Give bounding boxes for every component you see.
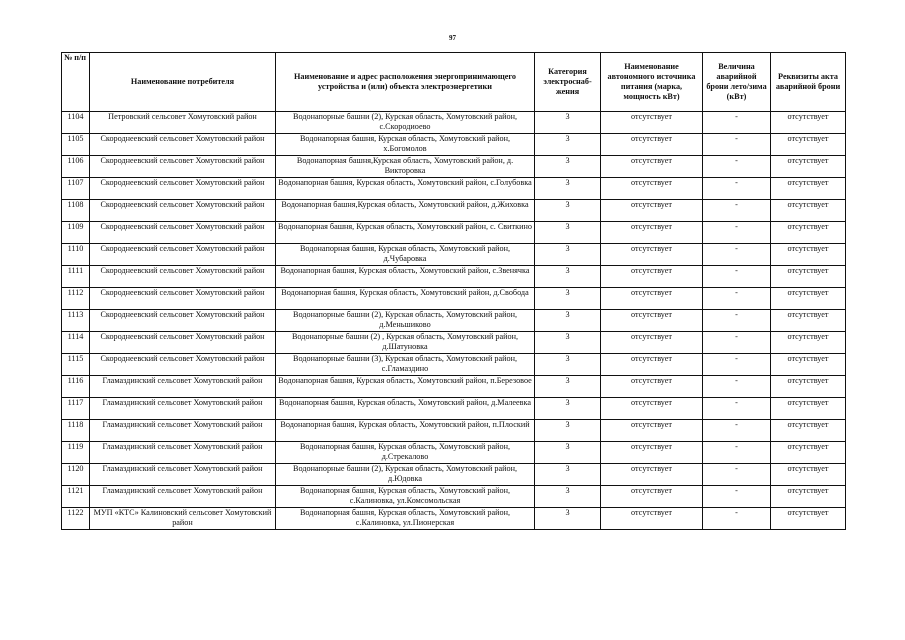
emergency-reserve: - xyxy=(703,244,771,266)
emergency-reserve: - xyxy=(703,398,771,420)
autonomous-source: отсутствует xyxy=(601,178,703,200)
autonomous-source: отсутствует xyxy=(601,134,703,156)
energy-consumers-table xyxy=(61,52,846,530)
reserve-act: отсутствует xyxy=(771,156,846,178)
autonomous-source: отсутствует xyxy=(601,442,703,464)
header-num: № п/п xyxy=(62,53,90,112)
row-number: 1113 xyxy=(62,310,90,332)
supply-category: 3 xyxy=(535,376,601,398)
row-number: 1106 xyxy=(62,156,90,178)
row-number: 1117 xyxy=(62,398,90,420)
consumer-name: Скороднеевский сельсовет Хомутовский район xyxy=(90,134,276,156)
table-row xyxy=(62,178,846,200)
header-consumer: Наименование потребителя xyxy=(90,53,276,112)
object-address: Водонапорная башня, Курская область, Хомутовский район, с.Калиновка, ул.Пионерская xyxy=(276,508,535,530)
table-body xyxy=(62,112,846,530)
object-address: Водонапорные башни (2) , Курская область, Хомутовский район, д.Шатуновка xyxy=(276,332,535,354)
row-number: 1104 xyxy=(62,112,90,134)
reserve-act: отсутствует xyxy=(771,464,846,486)
consumer-name: Скороднеевский сельсовет Хомутовский район xyxy=(90,354,276,376)
emergency-reserve: - xyxy=(703,420,771,442)
emergency-reserve: - xyxy=(703,178,771,200)
reserve-act: отсутствует xyxy=(771,266,846,288)
row-number: 1119 xyxy=(62,442,90,464)
autonomous-source: отсутствует xyxy=(601,508,703,530)
row-number: 1118 xyxy=(62,420,90,442)
reserve-act: отсутствует xyxy=(771,112,846,134)
table-row xyxy=(62,464,846,486)
row-number: 1111 xyxy=(62,266,90,288)
consumer-name: Скороднеевский сельсовет Хомутовский район xyxy=(90,332,276,354)
emergency-reserve: - xyxy=(703,112,771,134)
reserve-act: отсутствует xyxy=(771,244,846,266)
reserve-act: отсутствует xyxy=(771,178,846,200)
emergency-reserve: - xyxy=(703,266,771,288)
table-row xyxy=(62,222,846,244)
autonomous-source: отсутствует xyxy=(601,222,703,244)
object-address: Водонапорная башня, Курская область, Хомутовский район, п.Березовое xyxy=(276,376,535,398)
consumer-name: Скороднеевский сельсовет Хомутовский район xyxy=(90,222,276,244)
consumer-name: Скороднеевский сельсовет Хомутовский район xyxy=(90,310,276,332)
row-number: 1109 xyxy=(62,222,90,244)
reserve-act: отсутствует xyxy=(771,288,846,310)
row-number: 1122 xyxy=(62,508,90,530)
object-address: Водонапорная башня, Курская область, Хомутовский район, д.Малеевка xyxy=(276,398,535,420)
emergency-reserve: - xyxy=(703,508,771,530)
row-number: 1107 xyxy=(62,178,90,200)
supply-category: 3 xyxy=(535,508,601,530)
object-address: Водонапорная башня, Курская область, Хомутовский район, с. Свиткино xyxy=(276,222,535,244)
autonomous-source: отсутствует xyxy=(601,486,703,508)
table-row xyxy=(62,376,846,398)
supply-category: 3 xyxy=(535,112,601,134)
table-row xyxy=(62,508,846,530)
emergency-reserve: - xyxy=(703,332,771,354)
table-row xyxy=(62,244,846,266)
supply-category: 3 xyxy=(535,398,601,420)
object-address: Водонапорные башни (2), Курская область, Хомутовский район, д.Меньшиково xyxy=(276,310,535,332)
supply-category: 3 xyxy=(535,442,601,464)
supply-category: 3 xyxy=(535,310,601,332)
consumer-name: Скороднеевский сельсовет Хомутовский район xyxy=(90,288,276,310)
object-address: Водонапорная башня, Курская область, Хомутовский район, д.Чубаровка xyxy=(276,244,535,266)
autonomous-source: отсутствует xyxy=(601,354,703,376)
supply-category: 3 xyxy=(535,354,601,376)
consumer-name: Гламаздинский сельсовет Хомутовский район xyxy=(90,420,276,442)
emergency-reserve: - xyxy=(703,376,771,398)
consumer-name: Скороднеевский сельсовет Хомутовский район xyxy=(90,178,276,200)
header-source: Наименование автономного источника питания (марка, мощность кВт) xyxy=(601,53,703,112)
header-object: Наименование и адрес расположения энергопринимающего устройства и (или) объекта электроэнергетики xyxy=(276,53,535,112)
object-address: Водонапорная башня, Курская область, Хомутовский район, д.Стрекалово xyxy=(276,442,535,464)
table-row xyxy=(62,266,846,288)
emergency-reserve: - xyxy=(703,200,771,222)
table-row xyxy=(62,332,846,354)
object-address: Водонапорная башня, Курская область, Хомутовский район, д.Свобода xyxy=(276,288,535,310)
consumer-name: Петровский сельсовет Хомутовский район xyxy=(90,112,276,134)
supply-category: 3 xyxy=(535,420,601,442)
object-address: Водонапорная башня, Курская область, Хомутовский район, с.Голубовка xyxy=(276,178,535,200)
table-row xyxy=(62,398,846,420)
row-number: 1120 xyxy=(62,464,90,486)
reserve-act: отсутствует xyxy=(771,486,846,508)
supply-category: 3 xyxy=(535,156,601,178)
object-address: Водонапорная башня, Курская область, Хомутовский район, с.Калиновка, ул.Комсомольская xyxy=(276,486,535,508)
consumer-name: Гламаздинский сельсовет Хомутовский район xyxy=(90,398,276,420)
table-row xyxy=(62,442,846,464)
autonomous-source: отсутствует xyxy=(601,398,703,420)
row-number: 1114 xyxy=(62,332,90,354)
row-number: 1112 xyxy=(62,288,90,310)
autonomous-source: отсутствует xyxy=(601,266,703,288)
object-address: Водонапорная башня, Курская область, Хомутовский район, с.Звенячка xyxy=(276,266,535,288)
autonomous-source: отсутствует xyxy=(601,112,703,134)
table-row xyxy=(62,134,846,156)
object-address: Водонапорная башня,Курская область, Хомутовский район, д.Жиховка xyxy=(276,200,535,222)
header-act: Реквизиты акта аварийной брони xyxy=(771,53,846,112)
supply-category: 3 xyxy=(535,464,601,486)
supply-category: 3 xyxy=(535,200,601,222)
row-number: 1121 xyxy=(62,486,90,508)
emergency-reserve: - xyxy=(703,288,771,310)
reserve-act: отсутствует xyxy=(771,420,846,442)
row-number: 1116 xyxy=(62,376,90,398)
table-row xyxy=(62,288,846,310)
consumer-name: Скороднеевский сельсовет Хомутовский район xyxy=(90,266,276,288)
emergency-reserve: - xyxy=(703,442,771,464)
object-address: Водонапорные башни (3), Курская область, Хомутовский район, с.Гламаздино xyxy=(276,354,535,376)
consumer-name: Скороднеевский сельсовет Хомутовский район xyxy=(90,156,276,178)
reserve-act: отсутствует xyxy=(771,200,846,222)
autonomous-source: отсутствует xyxy=(601,332,703,354)
supply-category: 3 xyxy=(535,222,601,244)
supply-category: 3 xyxy=(535,332,601,354)
supply-category: 3 xyxy=(535,178,601,200)
supply-category: 3 xyxy=(535,244,601,266)
autonomous-source: отсутствует xyxy=(601,464,703,486)
supply-category: 3 xyxy=(535,288,601,310)
consumer-name: Скороднеевский сельсовет Хомутовский район xyxy=(90,244,276,266)
table-row xyxy=(62,354,846,376)
table-row xyxy=(62,156,846,178)
reserve-act: отсутствует xyxy=(771,134,846,156)
reserve-act: отсутствует xyxy=(771,354,846,376)
reserve-act: отсутствует xyxy=(771,332,846,354)
emergency-reserve: - xyxy=(703,134,771,156)
emergency-reserve: - xyxy=(703,486,771,508)
row-number: 1115 xyxy=(62,354,90,376)
autonomous-source: отсутствует xyxy=(601,376,703,398)
autonomous-source: отсутствует xyxy=(601,288,703,310)
table-row xyxy=(62,112,846,134)
supply-category: 3 xyxy=(535,266,601,288)
header-category: Категория электроснаб-жения xyxy=(535,53,601,112)
emergency-reserve: - xyxy=(703,310,771,332)
consumer-name: МУП «КТС» Калиновский сельсовет Хомутовский район xyxy=(90,508,276,530)
emergency-reserve: - xyxy=(703,354,771,376)
reserve-act: отсутствует xyxy=(771,310,846,332)
object-address: Водонапорная башня, Курская область, Хомутовский район, х.Богомолов xyxy=(276,134,535,156)
autonomous-source: отсутствует xyxy=(601,244,703,266)
supply-category: 3 xyxy=(535,134,601,156)
consumer-name: Гламаздинский сельсовет Хомутовский район xyxy=(90,486,276,508)
emergency-reserve: - xyxy=(703,464,771,486)
autonomous-source: отсутствует xyxy=(601,420,703,442)
autonomous-source: отсутствует xyxy=(601,156,703,178)
reserve-act: отсутствует xyxy=(771,442,846,464)
emergency-reserve: - xyxy=(703,156,771,178)
reserve-act: отсутствует xyxy=(771,398,846,420)
table-row xyxy=(62,486,846,508)
header-reserve: Величина аварийной брони лето/зима (кВт) xyxy=(703,53,771,112)
emergency-reserve: - xyxy=(703,222,771,244)
consumer-name: Гламаздинский сельсовет Хомутовский район xyxy=(90,442,276,464)
reserve-act: отсутствует xyxy=(771,508,846,530)
table-header-row xyxy=(62,53,846,112)
reserve-act: отсутствует xyxy=(771,222,846,244)
consumer-name: Гламаздинский сельсовет Хомутовский район xyxy=(90,464,276,486)
row-number: 1105 xyxy=(62,134,90,156)
table-row xyxy=(62,310,846,332)
object-address: Водонапорная башня, Курская область, Хомутовский район, п.Плоский xyxy=(276,420,535,442)
row-number: 1110 xyxy=(62,244,90,266)
table-row xyxy=(62,200,846,222)
autonomous-source: отсутствует xyxy=(601,200,703,222)
row-number: 1108 xyxy=(62,200,90,222)
object-address: Водонапорные башни (2), Курская область, Хомутовский район, д.Юдовка xyxy=(276,464,535,486)
autonomous-source: отсутствует xyxy=(601,310,703,332)
page-number: 97 xyxy=(449,34,456,42)
consumer-name: Скороднеевский сельсовет Хомутовский район xyxy=(90,200,276,222)
object-address: Водонапорные башни (2), Курская область, Хомутовский район, с.Скородиоево xyxy=(276,112,535,134)
object-address: Водонапорная башня,Курская область, Хомутовский район, д. Викторовка xyxy=(276,156,535,178)
table-row xyxy=(62,420,846,442)
reserve-act: отсутствует xyxy=(771,376,846,398)
supply-category: 3 xyxy=(535,486,601,508)
consumer-name: Гламаздинский сельсовет Хомутовский район xyxy=(90,376,276,398)
